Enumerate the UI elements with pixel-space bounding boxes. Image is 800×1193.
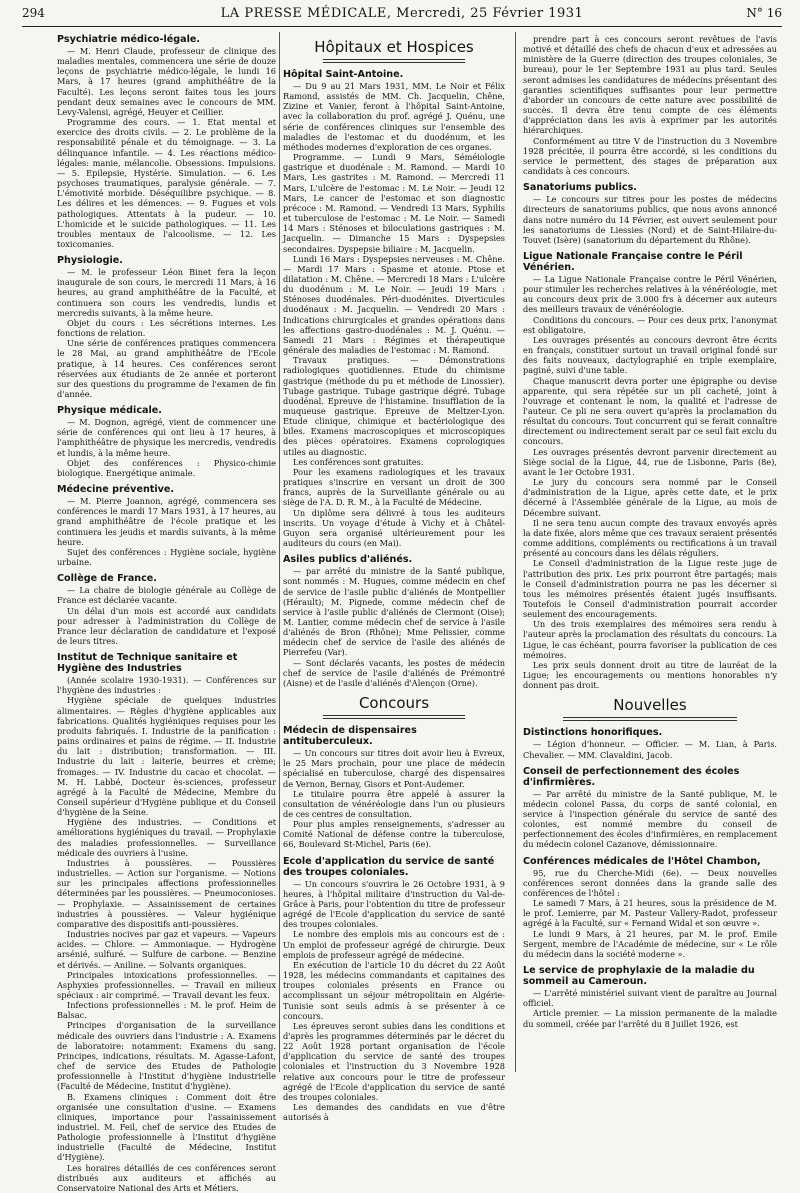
article-paragraph: Les horaires détaillés de ces conférences seront distribués aux auditeurs et affichés au Conservatoire National des Arts et Métiers.: [57, 1162, 276, 1193]
article-paragraph: Hygiène spéciale de quelques industries alimentaires. — Règles d'hygiène applicables aux fabrications. Qualités hygiéniques requises pour les produits fabriqués. I. Industrie de la panification : pains ordinaires et pains de régime. — II. Industrie du lait : distribution; transformation. — III. Industrie du lait : laiterie, beurres et crème; fromages. — IV. Industrie du cacao et chocolat. — M. H. Labbé, Docteur ès-sciences, professeur agrégé à la Faculté de Médecine, Membre du Conseil supérieur d'Hygiène publique et du Conseil d'hygiène de la Seine.: [57, 695, 276, 818]
article-heading: Conférences médicales de l'Hôtel Chambon,: [523, 855, 761, 867]
article-paragraph: Industries nocives par gaz et vapeurs. — Vapeurs acides. — Chlore. — Ammoniaque. — Hydrogène arsénié, sulfuré. — Sulfure de carbone. — Benzine et dérivés. — Aniline. — Solvants organiques.: [57, 929, 276, 970]
article-paragraph: Conditions du concours. — Pour ces deux prix, l'anonymat est obligatoire.: [523, 314, 777, 335]
article-heading: Ligue Nationale Française contre le Péril Vénérien.: [523, 250, 743, 273]
article: [523, 182, 777, 245]
article-paragraph: Programme. — Lundi 9 Mars, Séméiologie gastrique et duodénale : M. Ramond. — Mardi 10 Mars, Les gastrites : M. Ramond. — Mercredi 11 Mars, L'ulcère de l'estomac : M. Le Noir. — Jeudi 12 Mars, Le cancer de l'estomac et son diagnostic précoce : M. Ramond. — Vendredi 13 Mars, Syphilis et tuberculose de l'estomac : M. Le Noir. — Samedi 14 Mars : Sténoses et biloculations gastriques : M. Jacquelin. — Dimanche 15 Mars : Dyspepsies secondaires. Dyspepsie biliaire : M. Jacquelin.: [283, 152, 505, 254]
article-paragraph: prendre part à ces concours seront revêtues de l'avis motivé et détaillé des chefs de chacun d'eux et adressées au ministère de la Guerre (direction des troupes coloniales, 3e bureau), pour le 1er Septembre 1931 au plus tard. Seules seront admises les candidatures de médecins présentant des garanties scientifiques suffisantes pour leur permettre d'aborder un concours de cette nature avec possibilité de succès. Il devra être tenu compte de ces éléments d'appréciation dans les avis à exprimer par les autorités hiérarchiques.: [523, 34, 777, 136]
article: [283, 554, 505, 688]
article-paragraph: Les ouvrages présentés devront parvenir directement au Siège social de la Ligue, 44, rue de Lisbonne, Paris (8e), avant le 1er Octobre 1931.: [523, 446, 777, 477]
article-paragraph: Un des trois exemplaires des mémoires sera rendu à l'auteur après la proclamation des résultats du concours. La Ligue, le cas échéant, pourra favoriser la publication de ces mémoires.: [523, 619, 777, 660]
article-heading: Physiologie.: [57, 255, 123, 267]
article-paragraph: Principes d'organisation de la surveillance médicale des ouvriers dans l'industrie : A. Examens de laboratoire: notamment: Examens du sang. Principes, indications, résultats. M. Agasse-Lafont, chef de service des Etudes de Pathologie professionnelle à l'Institut d'hygiène industrielle (Faculté de Médecine, Institut d'hygiène).: [57, 1020, 276, 1092]
article-paragraph: Article premier. — La mission permanente de la maladie du sommeil, créée par l'arrêté du 8 Juillet 1926, est: [523, 1008, 777, 1029]
article: [523, 856, 777, 959]
section-heading-concours: Concours: [283, 694, 505, 719]
column-left: [57, 34, 276, 1193]
article-paragraph: (Année scolaire 1930-1931). — Conférences sur l'hygiène des industries :: [57, 675, 276, 696]
article-paragraph: Sujet des conférences : Hygiène sociale, hygiène urbaine.: [57, 546, 276, 568]
article-paragraph: — Sont déclarés vacants, les postes de médecin chef de service de l'asile d'aliénés de Prémontré (Aisne) et de l'asile d'aliénés d'Alençon (Orne).: [283, 657, 505, 688]
article-paragraph: Le jury du concours sera nommé par le Conseil d'administration de la Ligue, après cette date, et le prix décerné à l'Assemblée générale de la Ligue, au mois de Décembre suivant.: [523, 477, 777, 518]
article-paragraph: Un délai d'un mois est accordé aux candidats pour adresser à l'administration du Collège de France leur déclaration de candidature et l'exposé de leurs titres.: [57, 605, 276, 646]
article: [57, 405, 276, 478]
page-number: 294: [22, 6, 45, 20]
article-paragraph: — M. Pierre Joannon, agrégé, commencera ses conférences le mardi 17 Mars 1931, à 17 heures, au grand amphithéâtre de l'école pratique et les continuera les jeudis et mardis suivants, à la même heure.: [57, 496, 276, 547]
article-paragraph: — Le concours sur titres pour les postes de médecins directeurs de sanatoriums publics, que nous avons annoncé dans notre numéro du 14 Février, est ouvert seulement pour les sanatoriums de Liessies (Nord) et de Saint-Hilaire-du-Touvet (Isère) (sanatorium du département du Rhône).: [523, 194, 777, 245]
article-paragraph: Infections professionnelles : M. le prof. Heim de Balsac.: [57, 1000, 276, 1021]
article-paragraph: Conformément au titre V de l'instruction du 3 Novembre 1928 précitée, il pourra être accordé, si les conditions du service le permettent, des stages de préparation aux candidats à ces concours.: [523, 135, 777, 177]
newspaper-title: LA PRESSE MÉDICALE, Mercredi, 25 Février 1931: [220, 6, 584, 21]
column-rule: [515, 32, 516, 1072]
article: [283, 69, 505, 548]
article-heading: Médecin de dispensaires antituberculeux.: [283, 725, 417, 748]
article-paragraph: Les épreuves seront subies dans les conditions et d'après les programmes déterminés par le décret du 22 Août 1928 portant organisation de l'école d'application du service de santé des troupes coloniales et l'instruction du 3 Novembre 1928 relative aux concours pour le titre de professeur agrégé de l'Ecole d'application du service de santé des troupes coloniales.: [283, 1020, 505, 1102]
article-paragraph: Les demandes des candidats en vue d'être autorisés à: [283, 1102, 505, 1123]
article-paragraph: Pour plus amples renseignements, s'adresser au Comité National de défense contre la tuberculose, 66, Boulevard St-Michel, Paris (6e).: [283, 819, 505, 850]
article-heading: Sanatoriums publics.: [523, 182, 637, 194]
article: [523, 34, 777, 176]
article: [57, 652, 276, 1193]
article-paragraph: Travaux pratiques. — Démonstrations radiologiques quotidiennes. Etude du chimisme gastrique (méthode du pu et méthode de Linossier). Tubage gastrique. Tubage gastrique dégré. Tubage duodénal. Epreuve de l'histamine. Insufflation de la muqueuse gastrique. Epreuve de Meltzer-Lyon. Etude clinique, chimique et bactériologique des biles. Examens macroscopiques et microscopiques des pièces opératoires. Examens coprologiques utiles au diagnostic.: [283, 355, 505, 457]
article: [283, 856, 505, 1123]
column-rule: [279, 32, 280, 1072]
article-paragraph: Une série de conférences pratiques commencera le 28 Mai, au grand amphithéâtre de l'Ecole pratique, à 14 heures. Ces conférences seront réservées aux étudiants de 2e année et porteront sur des questions du programme de l'examen de fin d'année.: [57, 338, 276, 399]
article-paragraph: Les conférences sont gratuites.: [293, 456, 424, 467]
article-paragraph: Objet des conférences : Physico-chimie biologique. Energétique animale.: [57, 457, 276, 478]
article-heading: Hôpital Saint-Antoine.: [283, 69, 404, 80]
page-header: [22, 4, 782, 27]
article-paragraph: — L'arrêté ministériel suivant vient de paraître au Journal officiel.: [523, 988, 777, 1009]
article-heading: Le service de prophylaxie de la maladie du sommeil au Cameroun.: [523, 965, 755, 988]
article-paragraph: 95, rue du Cherche-Midi (6e). — Deux nouvelles conférences seront données dans la grande salle des conférences de l'hôtel :: [523, 867, 777, 898]
article: [57, 573, 276, 646]
article-paragraph: B. Examens cliniques : Comment doit être organisée une consultation d'usine. — Examens cliniques, importance pour l'assainissement industriel. M. Feil, chef de service des Etudes de Pathologie professionnelle à l'Institut d'hygiène industrielle (Faculté de Médecine, Institut d'Hygiène).: [57, 1091, 276, 1163]
issue-number: N° 16: [746, 6, 782, 20]
article-paragraph: — Du 9 au 21 Mars 1931, MM. Le Noir et Félix Ramond, assistés de MM. Ch. Jacquelin, Chêne, Zizine et Vanier, feront à l'hôpital Saint-Antoine, avec la collaboration du prof. agrégé J. Quénu, une série de conférences cliniques sur l'ensemble des maladies de l'estomac et du duodénum, et les méthodes modernes d'exploration de ces organes.: [283, 81, 505, 152]
article-paragraph: Lundi 16 Mars : Dyspepsies nerveuses : M. Chêne. — Mardi 17 Mars : Spasme et atonie. Ptose et dilatation : M. Chêne. — Mercredi 18 Mars : L'ulcère du duodénum : M. Le Noir. — Jeudi 19 Mars : Sténoses duodénales. Péri-duodénites. Diverticules duodénaux : M. Jacquelin. — Vendredi 20 Mars : Indications chirurgicales et grandes opérations dans les affections gastro-duodénales : M. J. Quénu. — Samedi 21 Mars : Régimes et thérapeutique générale des maladies de l'estomac : M. Ramond.: [283, 253, 505, 356]
article-heading: Institut de Technique sanitaire et Hygiène des Industries: [57, 652, 238, 675]
article: [283, 725, 505, 850]
article-heading: Asiles publics d'aliénés.: [283, 554, 413, 566]
article-paragraph: Le samedi 7 Mars, à 21 heures, sous la présidence de M. le prof. Lemierre, par M. Pasteur Vallery-Radot, professeur agrégé à la Faculté, sur « Fernand Widal et son œuvre ».: [523, 898, 777, 929]
article-paragraph: Hygiène des industries. — Conditions et améliorations hygiéniques du travail. — Prophylaxie des maladies professionnelles. — Surveillance médicale des ouvriers à l'usine.: [57, 817, 276, 858]
article-paragraph: Principales intoxications professionnelles. — Asphyxies professionnelles. — Travail en milieux spéciaux : air comprimé. — Travail devant les feux.: [57, 969, 276, 1000]
article-paragraph: En exécution de l'article 10 du décret du 22 Août 1928, les médecins commandants et capitaines des troupes coloniales présents en France ou accomplissant un séjour métropolitain en Algérie-Tunisie sont seuls admis à se présenter à ce concours.: [283, 959, 505, 1021]
article-heading: Distinctions honorifiques.: [523, 727, 663, 739]
heading-rule: [323, 59, 465, 63]
article-heading: Médecine préventive.: [57, 484, 175, 496]
article-paragraph: Il ne sera tenu aucun compte des travaux envoyés après la date fixée, alors même que ces travaux seraient présentés comme additions, compléments ou rectifications à un travail présenté au concours dans les délais réguliers.: [523, 517, 777, 559]
article-heading: Conseil de perfectionnement des écoles d'infirmières.: [523, 765, 740, 788]
article-paragraph: Le Conseil d'administration de la Ligue reste juge de l'attribution des prix. Les prix pourront être partagés; mais le Conseil d'administration pourra ne pas les décerner si tous les mémoires présentés étaient jugés insuffisants. Toutefois le Conseil d'administration pourrait accorder seulement des encouragements.: [523, 558, 777, 620]
article-paragraph: — Un concours sur titres doit avoir lieu à Evreux, le 25 Mars prochain, pour une place de médecin spécialisé en tuberculose, chargé des dispensaires de Vernon, Bernay, Gisors et Pont-Audemer.: [283, 748, 505, 789]
article-paragraph: — M. Dognon, agrégé, vient de commencer une série de conférences qui ont lieu à 17 heures, à l'amphithéâtre de physique les mercredis, vendredis et lundis, à la même heure.: [57, 417, 276, 458]
article-paragraph: Le lundi 9 Mars, à 21 heures, par M. le prof. Emile Sergent, membre de l'Académie de médecine, sur « Le rôle du médecin dans la société moderne ».: [523, 928, 777, 959]
article-paragraph: Un diplôme sera délivré à tous les auditeurs inscrits. Un voyage d'étude à Vichy et à Châtel-Guyon sera organisé ultérieurement pour les auditeurs du cours (en Mai).: [283, 507, 505, 549]
article-paragraph: Objet du cours : Les sécrétions internes. Les fonctions de relation.: [57, 317, 276, 339]
article-paragraph: — par arrêté du ministre de la Santé publique, sont nommés : M. Hugues, comme médecin en chef de service de l'asile public d'aliénés de Montpellier (Hérault); M. Pignede, comme médecin chef de service à l'asile public d'aliénés de Clermont (Oise); M. Lantier, comme médecin chef de service à l'asile d'aliénés de Bron (Rhône); Mme Pelissier, comme médecin chef de service de l'asile des aliénés de Pierrefeu (Var).: [283, 566, 505, 658]
article-paragraph: Le nombre des emplois mis au concours est de : Un emploi de professeur agrégé de chirurgie. Deux emplois de professeur agrégé de médecine.: [283, 929, 505, 960]
article: [523, 965, 777, 1029]
article: [57, 34, 276, 249]
article-paragraph: Programme des cours. — 1. Etat mental et exercice des droits civils. — 2. Le problème de la responsabilité pénale et du témoignage. — 3. La délinquance infantile. — 4. Les réactions médico-légales: manie, mélancolie. Obsessions. Impulsions. — 5. Epilepsie, Hystérie. Simulation. — 6. Les psychoses traumatiques, paralysie générale. — 7. L'émotivité morbide. Déséquilibre psychique. — 8. Les délires et les démences. — 9. Fugues et vols pathologiques. Attentats à la pudeur. — 10. L'homicide et le suicide pathologiques. — 11. Les troubles mentaux de l'alcoolisme. — 12. Les toxicomanies.: [57, 117, 276, 249]
section-heading-nouvelles: Nouvelles: [523, 696, 777, 721]
section-heading-hopitaux: Hôpitaux et Hospices: [283, 38, 505, 63]
article-paragraph: Chaque manuscrit devra porter une épigraphe ou devise apparente, qui sera répétée sur un pli cacheté, joint à l'ouvrage et contenant le nom, la qualité et l'adresse de l'auteur. Ce pli ne sera ouvert qu'après la proclamation du résultat du concours. Tout concurrent qui se ferait connaître directement ou indirectement serait par ce seul fait exclu du concours.: [523, 375, 777, 447]
article-heading: Physique médicale.: [57, 405, 162, 417]
article: [523, 251, 777, 690]
article-heading: Ecole d'application du service de santé des troupes coloniales.: [283, 855, 495, 878]
article: [523, 727, 777, 759]
article: [523, 766, 777, 850]
article-paragraph: — La Ligue Nationale Française contre le Péril Vénérien, pour stimuler les recherches relatives à la vénéréologie, met au concours deux prix de 3.000 frs à décerner aux auteurs des meilleurs travaux de vénéréologie.: [523, 273, 777, 315]
article-paragraph: Les ouvrages présentés au concours devront être écrits en français, constituer surtout un travail original fondé sur des faits nouveaux, dactylographié en triple exemplaire, paginé, suivi d'une table.: [523, 334, 777, 376]
article-paragraph: Les prix seuls donnent droit au titre de lauréat de la Ligue; les encouragements ou mentions honorables n'y donnent pas droit.: [523, 659, 777, 691]
article-paragraph: — Légion d'honneur. — Officier. — M. Lian, à Paris. Chevalier. — MM. Clavaldini, Jacob.: [523, 739, 777, 760]
column-right: [523, 34, 777, 1074]
article-paragraph: — Un concours s'ouvrira le 26 Octobre 1931, à 9 heures, à l'hôpital militaire d'instruction du Val-de-Grâce à Paris, pour l'obtention du titre de professeur agrégé de l'Ecole d'application du service de santé des troupes coloniales.: [283, 878, 505, 930]
article-paragraph: Pour les examens radiologiques et les travaux pratiques s'inscrire en versant un droit de 300 francs, auprès de la Surveillante générale ou au siège de l'A. D. R. M., à la Faculté de Médecine.: [283, 466, 505, 508]
article: [57, 255, 276, 399]
article-paragraph: — M. Henri Claude, professeur de clinique des maladies mentales, commencera une série de douze leçons de psychiatrie médico-légale, le lundi 16 Mars, à 17 heures (grand amphithéâtre de la Faculté). Les leçons seront faites tous les jours pendant deux semaines avec le concours de MM. Levy-Valensi, agrégé, Heuyer et Ceillier.: [57, 46, 276, 117]
article-heading: Psychiatrie médico-légale.: [57, 34, 201, 45]
article-paragraph: — Par arrêté du ministre de la Santé publique, M. le médecin colonel Passa, du corps de santé colonial, en service à l'inspection générale du service de santé des colonies, est nommé membre du conseil de perfectionnement des écoles d'infirmières, en remplacement du médecin colonel Cazanove, démissionnaire.: [523, 788, 777, 850]
article-paragraph: Industries à poussières. — Poussières industrielles. — Action sur l'organisme. — Notions sur les principales affections professionnelles déterminées par les poussières. — Pneumoconioses. — Prophylaxie. — Assainissement de certaines industries à poussières. — Valeur hygiénique comparative des dispositifs anti-poussières.: [57, 857, 276, 929]
article-paragraph: — La chaire de biologie générale au Collège de France est déclarée vacante.: [57, 585, 276, 606]
article-heading: Collège de France.: [57, 573, 157, 585]
article-paragraph: Le titulaire pourra être appelé à assurer la consultation de vénéréologie dans l'un ou plusieurs de ces centres de consultation.: [283, 788, 505, 819]
article: [57, 484, 276, 567]
heading-rule: [563, 717, 737, 721]
column-middle: [283, 34, 505, 1123]
article-paragraph: — M. le professeur Léon Binet fera la leçon inaugurale de son cours, le mercredi 11 Mars, à 16 heures, au grand amphithéâtre de la Faculté, et continuera son cours les vendredis, lundis et mercredis suivants, à la même heure.: [57, 267, 276, 318]
heading-rule: [323, 715, 465, 719]
